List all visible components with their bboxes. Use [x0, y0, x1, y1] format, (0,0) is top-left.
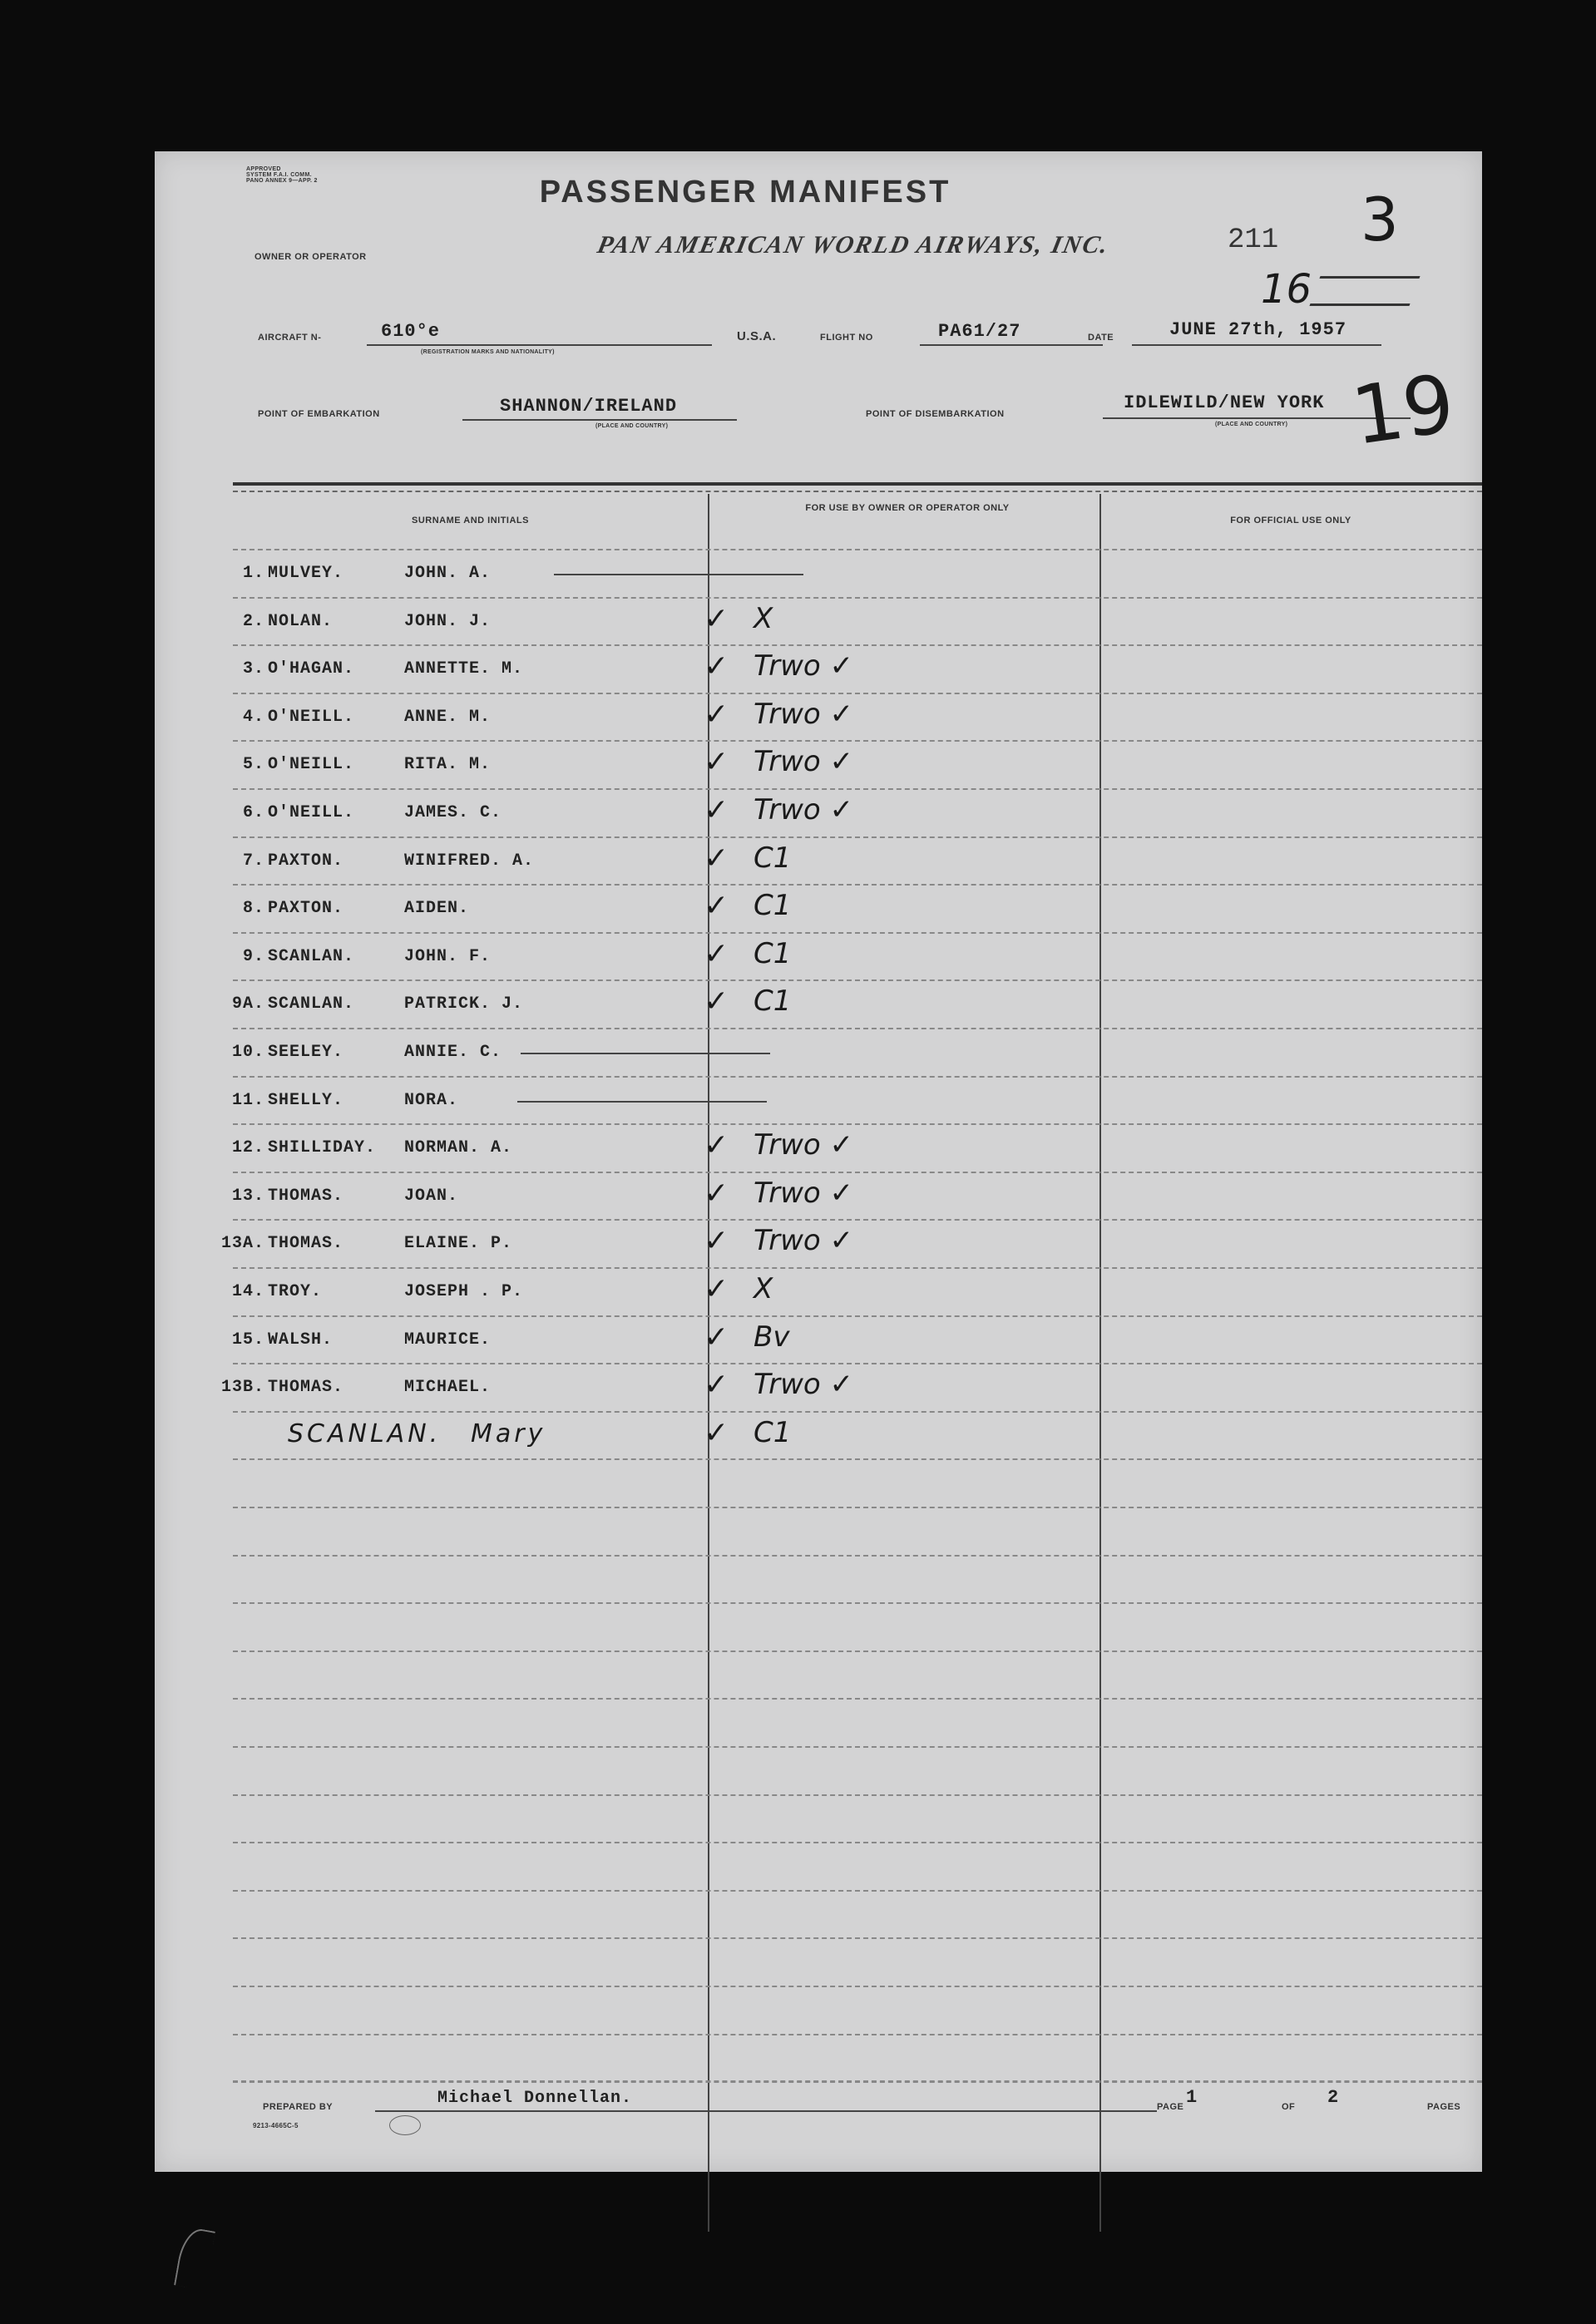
row-rule: [233, 1937, 1482, 1939]
page-value: 1: [1186, 2087, 1198, 2108]
passenger-row: [155, 1033, 1482, 1078]
flight-value: PA61/27: [938, 321, 1021, 342]
operator-note: X: [754, 1272, 773, 1305]
strike-line: [517, 1101, 767, 1103]
passenger-surname: THOMAS.: [268, 1378, 344, 1398]
aircraft-sub: (REGISTRATION MARKS AND NATIONALITY): [421, 349, 555, 355]
passenger-surname: O'NEILL.: [268, 707, 355, 727]
passenger-given: ANNE. M.: [404, 707, 492, 727]
table-top-rule: [233, 482, 1482, 486]
check-mark: ✓: [704, 1320, 729, 1354]
passenger-row: [155, 1224, 1482, 1269]
column-header-official-use: FOR OFFICIAL USE ONLY: [1230, 516, 1351, 525]
passenger-row: [155, 698, 1482, 743]
embarkation-sub: (PLACE AND COUNTRY): [595, 423, 669, 429]
check-mark: ✓: [704, 1224, 729, 1259]
passenger-surname: SCANLAN.: [288, 1419, 442, 1448]
strike-line: [521, 1053, 770, 1054]
stamp-line: APPROVED: [246, 166, 281, 172]
row-rule: [233, 1890, 1482, 1892]
check-mark: ✓: [704, 697, 729, 732]
passenger-number: 2.: [242, 611, 264, 631]
stamp-line: PANO ANNEX 9—APP. 2: [246, 178, 318, 184]
passenger-given: AIDEN.: [404, 899, 470, 919]
passenger-row: [155, 1272, 1482, 1317]
pages-label: PAGES: [1427, 2102, 1461, 2112]
row-rule: [233, 1650, 1482, 1652]
passenger-number: 13.: [231, 1186, 264, 1206]
passenger-surname: THOMAS.: [268, 1186, 344, 1206]
embarkation-underline: [462, 419, 737, 421]
operator-note: Trwo ✓: [754, 697, 854, 731]
strike-mark: [1309, 276, 1420, 306]
row-rule: [233, 1794, 1482, 1796]
stamp-line: SYSTEM F.A.I. COMM.: [246, 172, 312, 178]
passenger-surname: PAXTON.: [268, 899, 344, 919]
passenger-number: 11.: [231, 1090, 264, 1110]
operator-note: C1: [754, 1415, 792, 1449]
owner-label: OWNER OR OPERATOR: [254, 252, 367, 262]
row-rule: [233, 1698, 1482, 1700]
passenger-given: Mary: [471, 1419, 546, 1448]
disembarkation-label: POINT OF DISEMBARKATION: [866, 409, 1005, 419]
check-mark: ✓: [704, 1176, 729, 1211]
page-label: PAGE: [1157, 2102, 1184, 2112]
passenger-surname: THOMAS.: [268, 1234, 344, 1254]
column-header-owner-use: FOR USE BY OWNER OR OPERATOR ONLY: [805, 503, 1010, 513]
passenger-surname: SHELLY.: [268, 1090, 344, 1110]
manifest-title: PASSENGER MANIFEST: [539, 175, 951, 210]
disembarkation-sub: (PLACE AND COUNTRY): [1215, 422, 1288, 427]
check-mark: ✓: [704, 1272, 729, 1306]
passenger-given: JOSEPH . P.: [404, 1282, 524, 1301]
passenger-row: [155, 841, 1482, 886]
usa-label: U.S.A.: [737, 329, 777, 343]
passenger-given: ANNIE. C.: [404, 1043, 502, 1062]
passenger-row: [155, 1128, 1482, 1173]
passenger-given: NORMAN. A.: [404, 1138, 513, 1158]
passenger-row: [155, 889, 1482, 934]
operator-note: C1: [754, 889, 792, 923]
passenger-number: 10.: [231, 1043, 264, 1062]
table-top-rule-2: [233, 491, 1482, 492]
passenger-surname: SHILLIDAY.: [268, 1138, 377, 1158]
operator-note: Bv: [754, 1320, 790, 1354]
passenger-given: JOHN. A.: [404, 564, 492, 583]
passenger-given: MAURICE.: [404, 1330, 492, 1349]
check-mark: ✓: [704, 1128, 729, 1163]
airline-name: PAN AMERICAN WORLD AIRWAYS, INC.: [595, 231, 1112, 259]
passenger-row: [155, 1368, 1482, 1413]
passenger-surname: TROY.: [268, 1282, 323, 1301]
check-mark: ✓: [704, 841, 729, 876]
passenger-surname: O'HAGAN.: [268, 659, 355, 679]
passenger-number: 5.: [242, 755, 264, 775]
check-mark: ✓: [704, 889, 729, 924]
passenger-number: 9A.: [231, 994, 264, 1014]
passenger-surname: O'NEILL.: [268, 803, 355, 822]
embarkation-value: SHANNON/IRELAND: [500, 396, 678, 417]
date-label: DATE: [1088, 333, 1114, 343]
of-value: 2: [1327, 2087, 1340, 2108]
disembarkation-value: IDLEWILD/NEW YORK: [1124, 392, 1325, 413]
passenger-given: MICHAEL.: [404, 1378, 492, 1398]
operator-note: C1: [754, 984, 792, 1019]
operator-note: Trwo ✓: [754, 745, 854, 779]
row-rule: [233, 1507, 1482, 1508]
passenger-number: 7.: [242, 851, 264, 871]
operator-note: Trwo ✓: [754, 649, 854, 683]
scan-artifact: [174, 2226, 215, 2291]
passenger-number: 9.: [242, 946, 264, 966]
operator-note: C1: [754, 841, 792, 875]
check-mark: ✓: [704, 984, 729, 1019]
aircraft-value: 610°e: [381, 321, 441, 342]
passenger-number: 13A.: [220, 1234, 264, 1254]
date-value: JUNE 27th, 1957: [1169, 319, 1347, 340]
passenger-surname: SEELEY.: [268, 1043, 344, 1062]
passenger-given: JOAN.: [404, 1186, 459, 1206]
prepared-underline: [375, 2110, 1157, 2112]
row-rule: [233, 549, 1482, 550]
passenger-surname: SCANLAN.: [268, 994, 355, 1014]
passenger-given: JOHN. F.: [404, 946, 492, 966]
passenger-given: ELAINE. P.: [404, 1234, 513, 1254]
passenger-row: [155, 937, 1482, 982]
passenger-surname: PAXTON.: [268, 851, 344, 871]
passenger-given: JOHN. J.: [404, 611, 492, 631]
passenger-row: [155, 1320, 1482, 1365]
passenger-row: [155, 984, 1482, 1029]
operator-note: Trwo ✓: [754, 1128, 854, 1162]
operator-note: Trwo ✓: [754, 1224, 854, 1258]
check-mark: ✓: [704, 745, 729, 780]
passenger-number: 14.: [231, 1282, 264, 1301]
passenger-row: [155, 602, 1482, 647]
passenger-row: [155, 1177, 1482, 1221]
total-note: 19: [1346, 357, 1460, 463]
passenger-surname: SCANLAN.: [268, 946, 355, 966]
passenger-row: [155, 649, 1482, 694]
column-header-surname: SURNAME AND INITIALS: [412, 516, 529, 525]
operator-note: Trwo ✓: [754, 793, 854, 826]
row-rule: [233, 1746, 1482, 1748]
count-note: 16: [1261, 266, 1312, 313]
check-mark: ✓: [704, 601, 729, 636]
passenger-row: [155, 793, 1482, 838]
passenger-number: 6.: [242, 803, 264, 822]
passenger-given: JAMES. C.: [404, 803, 502, 822]
passenger-number: 13B.: [220, 1378, 264, 1398]
date-underline: [1132, 344, 1381, 346]
approval-stamp: [246, 166, 318, 184]
of-label: OF: [1282, 2102, 1296, 2112]
check-mark: ✓: [704, 936, 729, 971]
operator-note: C1: [754, 936, 792, 970]
passenger-row: [155, 1416, 1482, 1461]
manifest-sheet: [155, 151, 1482, 2172]
form-code: 9213-4665C-5: [253, 2122, 299, 2129]
sheet-number: 3: [1361, 185, 1399, 254]
passenger-surname: MULVEY.: [268, 564, 344, 583]
embarkation-label: POINT OF EMBARKATION: [258, 409, 380, 419]
check-mark: ✓: [704, 793, 729, 827]
aircraft-underline: [367, 344, 712, 346]
passenger-number: 3.: [242, 659, 264, 679]
prepared-label: PREPARED BY: [263, 2102, 334, 2112]
passenger-row: [155, 1081, 1482, 1126]
flight-label: FLIGHT NO: [820, 333, 873, 343]
passenger-surname: WALSH.: [268, 1330, 334, 1349]
check-mark: ✓: [704, 649, 729, 684]
row-rule: [233, 1602, 1482, 1604]
operator-note: Trwo ✓: [754, 1368, 854, 1402]
passenger-given: WINIFRED. A.: [404, 851, 535, 871]
passenger-surname: NOLAN.: [268, 611, 334, 631]
prepared-by: Michael Donnellan.: [437, 2089, 633, 2108]
passenger-row: [155, 554, 1482, 599]
page-number-top: 211: [1228, 225, 1279, 256]
check-mark: ✓: [704, 1368, 729, 1403]
passenger-given: PATRICK. J.: [404, 994, 524, 1014]
passenger-number: 4.: [242, 707, 264, 727]
passenger-surname: O'NEILL.: [268, 755, 355, 775]
passenger-number: 12.: [231, 1138, 264, 1158]
operator-note: X: [754, 601, 773, 635]
passenger-number: 1.: [242, 564, 264, 583]
operator-note: Trwo ✓: [754, 1176, 854, 1210]
aircraft-label: AIRCRAFT N-: [258, 333, 322, 343]
passenger-given: ANNETTE. M.: [404, 659, 524, 679]
printer-seal: [389, 2115, 421, 2135]
row-rule: [233, 1555, 1482, 1557]
passenger-number: 15.: [231, 1330, 264, 1349]
strike-line: [554, 574, 803, 575]
passenger-given: RITA. M.: [404, 755, 492, 775]
footer-rule: [233, 2080, 1482, 2082]
passenger-given: NORA.: [404, 1090, 459, 1110]
passenger-row: [155, 745, 1482, 790]
flight-underline: [920, 344, 1103, 346]
passenger-number: 8.: [242, 899, 264, 919]
row-rule: [233, 2034, 1482, 2035]
row-rule: [233, 1986, 1482, 1987]
row-rule: [233, 1842, 1482, 1843]
check-mark: ✓: [704, 1415, 729, 1450]
